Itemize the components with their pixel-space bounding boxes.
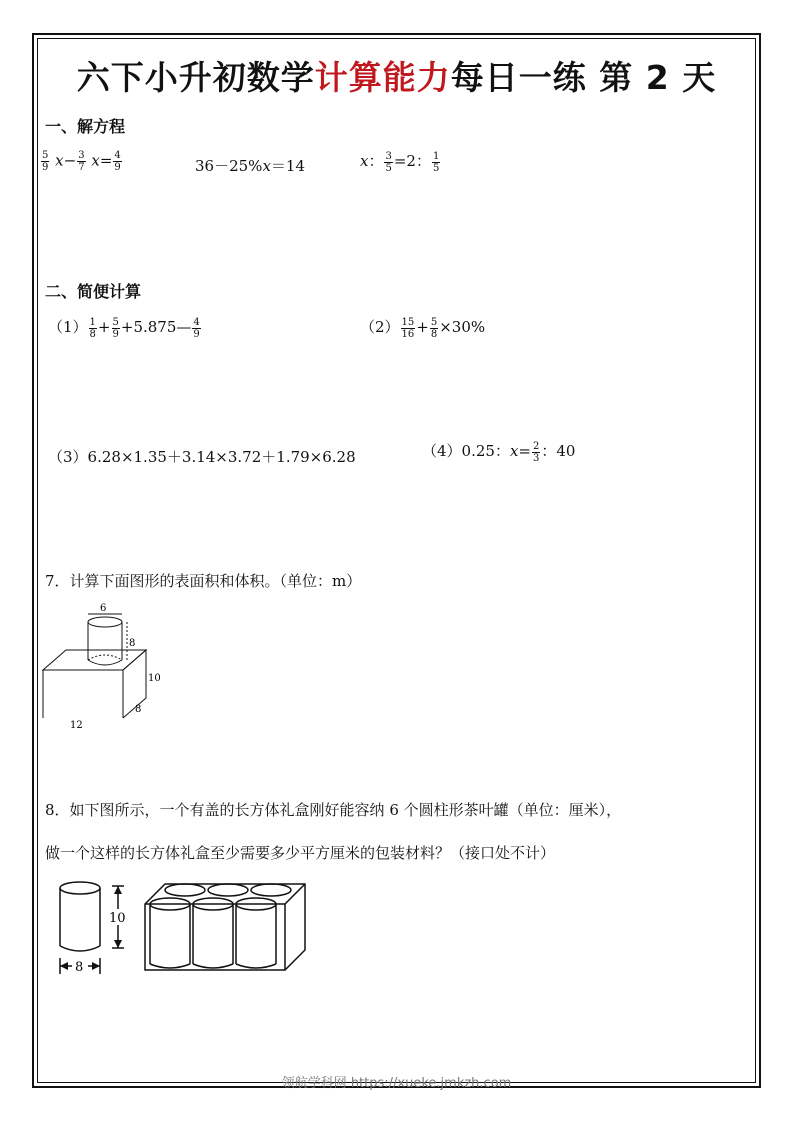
fraction: $\frac{1}{8}$ <box>89 316 96 340</box>
title-suffix: 每日一练 第 2 天 <box>450 58 717 97</box>
dim-diameter: 6 <box>100 603 107 614</box>
dim-can-diameter: 8 <box>75 960 84 975</box>
title-prefix: 六下小升初数学 <box>76 58 315 97</box>
dim-can-height: 10 <box>109 911 126 926</box>
problem-2: （2） $\frac{15}{16}$ + $\frac{5}{8}$ ×30% <box>360 316 486 340</box>
dim-cylinder-height: 8 <box>129 638 136 649</box>
equation-3: x： $\frac{3}{5}$ =2： $\frac{1}{5}$ <box>360 150 440 174</box>
problem-1: （1） $\frac{1}{8}$ + $\frac{5}{9}$ +5.875— $\frac{4}{9}$ <box>48 316 200 340</box>
equation-2: 36－25%x＝14 <box>195 157 305 175</box>
dim-block-depth: 8 <box>135 704 142 715</box>
question-8-line1: 8．如下图所示，一个有盖的长方体礼盒刚好能容纳 6 个圆柱形茶叶罐（单位：厘米）， <box>45 801 622 819</box>
fraction: $\frac{1}{5}$ <box>432 150 440 174</box>
problem-4: （4）0.25：x= $\frac{2}{3}$ ：40 <box>422 440 576 464</box>
question-8-line2: 做一个这样的长方体礼盒至少需要多少平方厘米的包装材料？（接口处不计） <box>45 844 556 862</box>
figure-cylinder-on-block <box>38 600 178 730</box>
fraction: $\frac{4}{9}$ <box>193 316 200 340</box>
dim-block-height: 10 <box>148 673 161 684</box>
section2-heading: 二、简便计算 <box>45 282 142 301</box>
fraction: $\frac{5}{9}$ <box>112 316 119 340</box>
question-7: 7．计算下面图形的表面积和体积。（单位：m） <box>45 572 362 590</box>
title-highlight: 计算能力 <box>314 58 451 97</box>
fraction: $\frac{3}{7}$ <box>78 150 85 173</box>
problem-3: （3）6.28×1.35＋3.14×3.72＋1.79×6.28 <box>48 448 356 466</box>
figure-tea-cans-box <box>50 872 312 982</box>
dim-block-length: 12 <box>70 720 83 730</box>
equation-1: $\frac{5}{9}$ x− $\frac{3}{7}$ x= $\frac{4}{9}$ <box>42 150 121 173</box>
page-title <box>0 52 793 99</box>
fraction: $\frac{5}{9}$ <box>42 150 49 173</box>
fraction: $\frac{5}{8}$ <box>430 316 438 340</box>
footer-watermark: 领航学科网 https://xueke.jmkzh.com <box>281 1076 512 1091</box>
fraction: $\frac{2}{3}$ <box>533 440 540 464</box>
fraction: $\frac{15}{16}$ <box>401 316 415 340</box>
section1-heading: 一、解方程 <box>45 117 126 136</box>
fraction: $\frac{3}{5}$ <box>385 150 392 174</box>
fraction: $\frac{4}{9}$ <box>114 150 121 173</box>
